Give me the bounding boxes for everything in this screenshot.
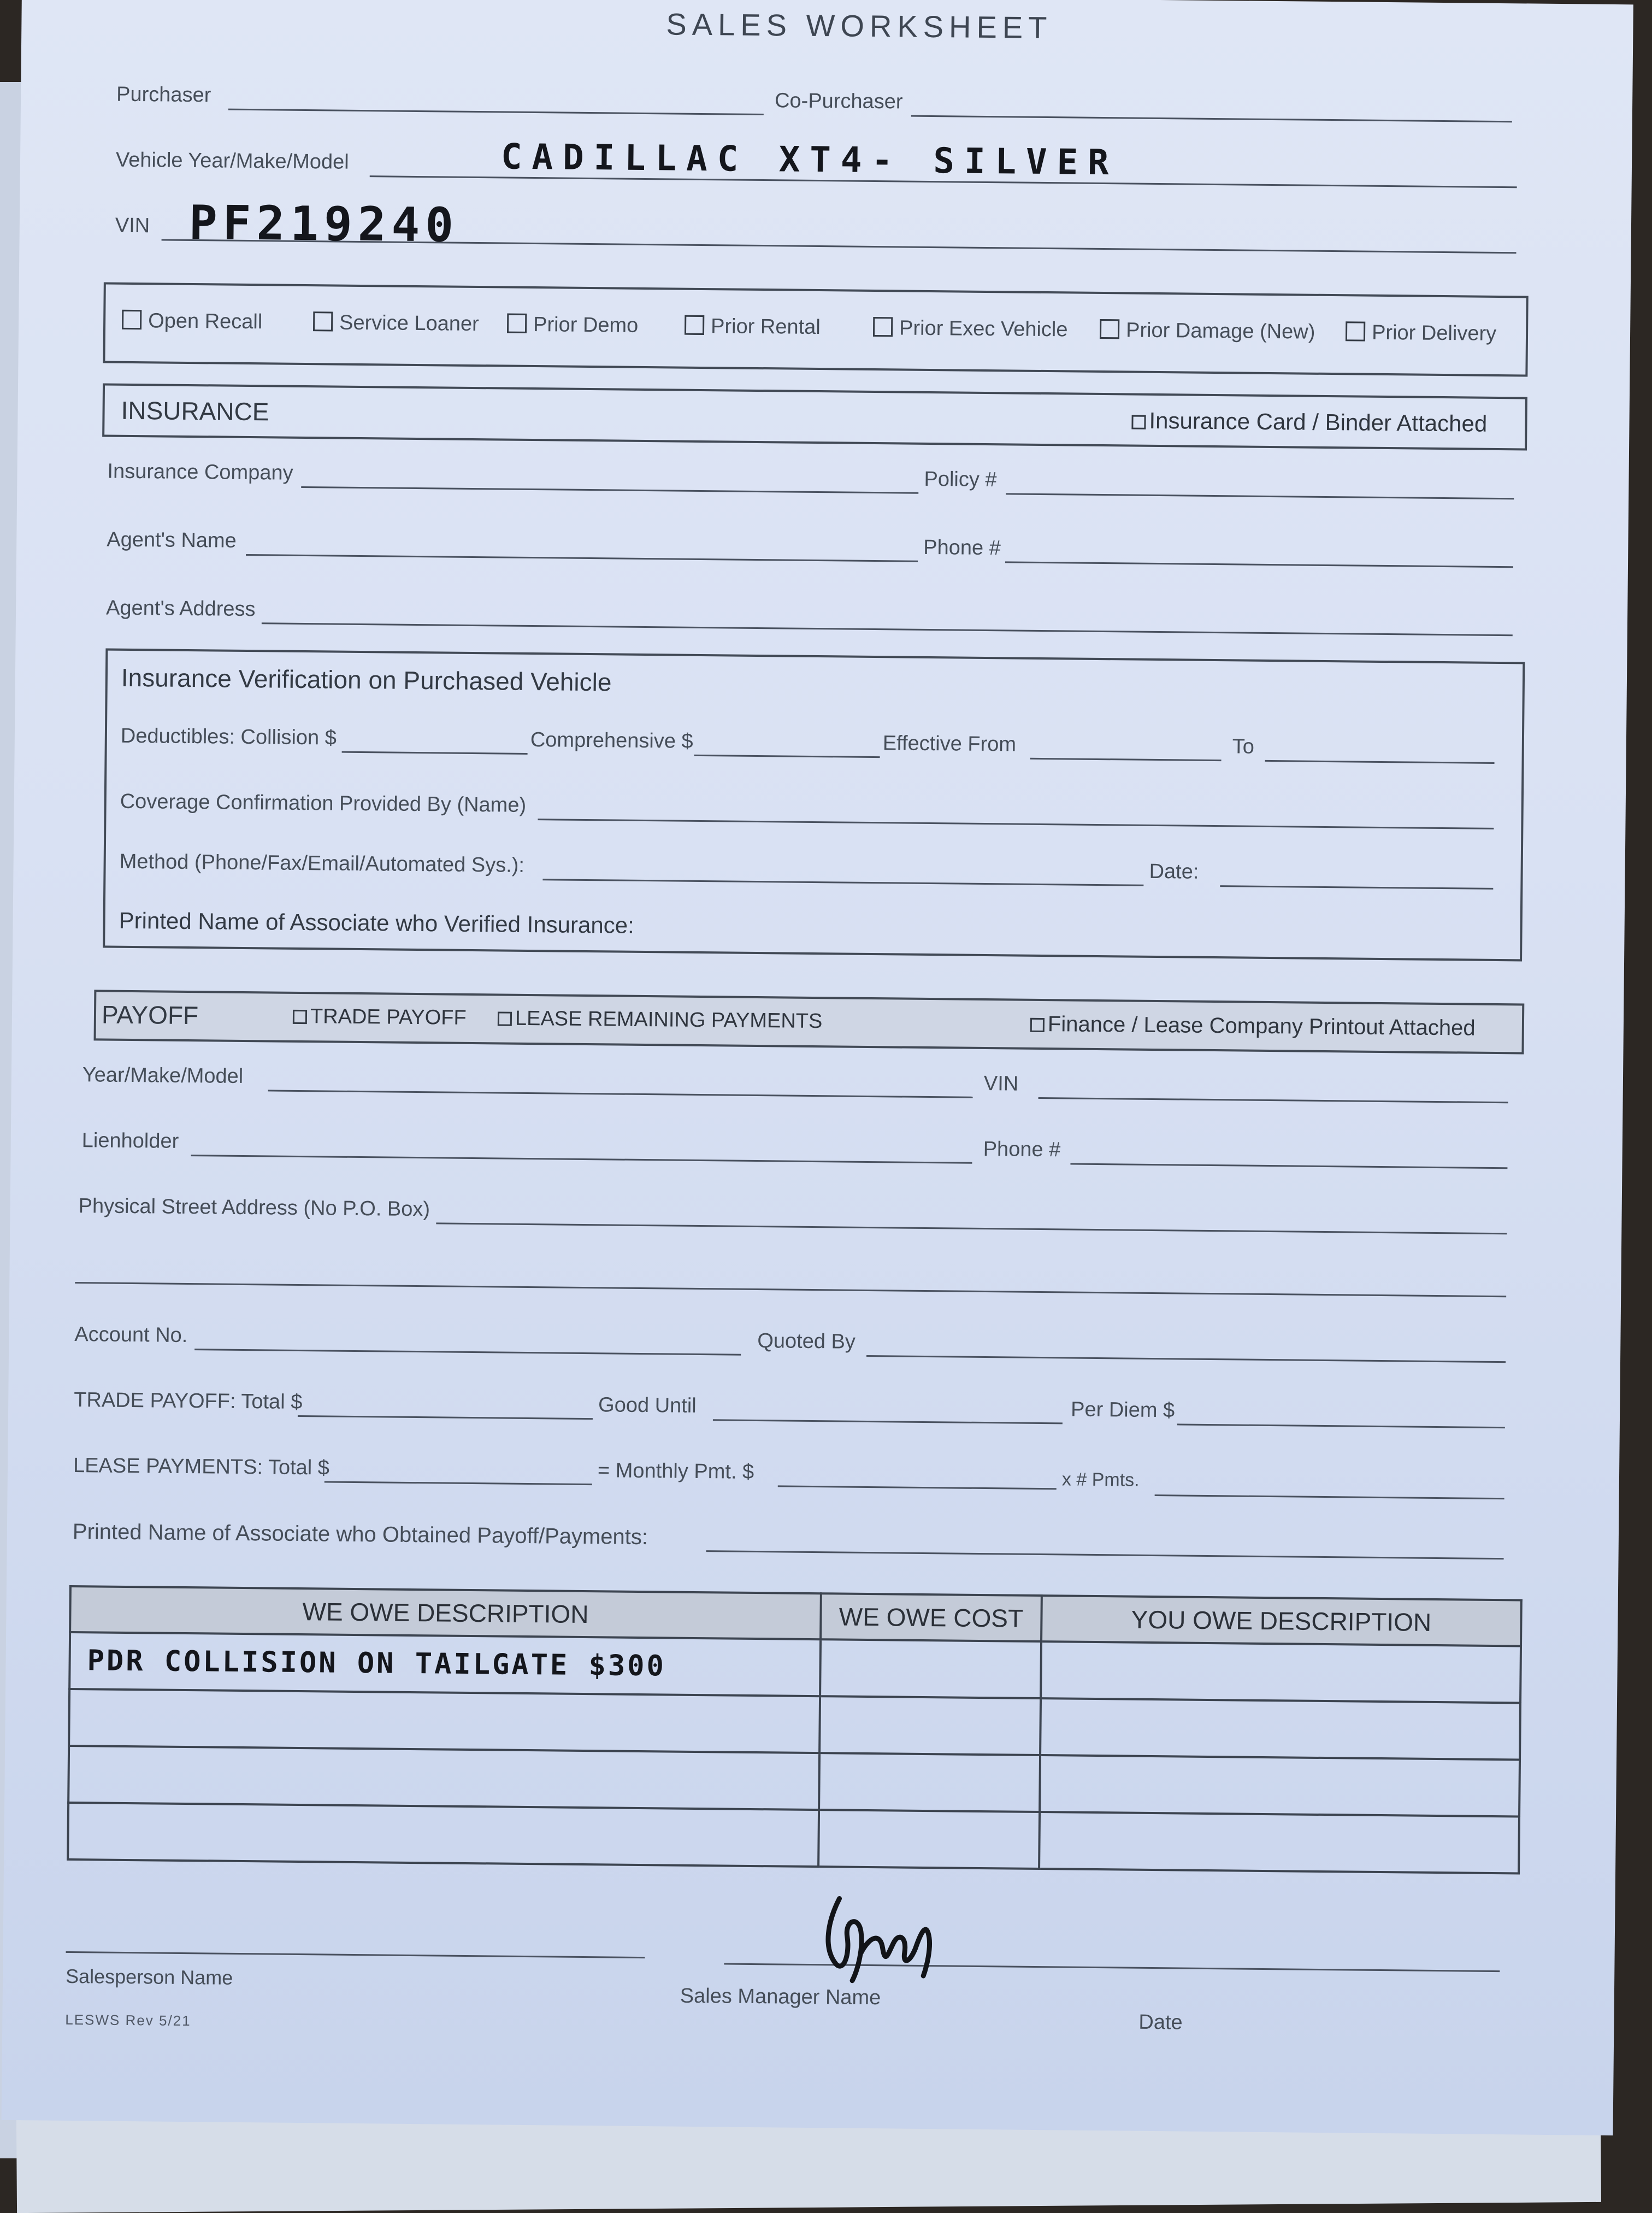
policy-number-label: Policy # [924, 467, 997, 492]
checkbox-square-icon [873, 317, 893, 337]
monthly-payment-label: = Monthly Pmt. $ [597, 1459, 754, 1484]
deductibles-collision-label: Deductibles: Collision $ [120, 724, 337, 750]
we-owe-description-cell[interactable] [69, 1689, 820, 1753]
effective-to-label: To [1232, 735, 1255, 758]
we-owe-description-header: WE OWE DESCRIPTION [70, 1586, 821, 1639]
number-of-payments-field[interactable] [1155, 1494, 1504, 1499]
vehicle-label: Vehicle Year/Make/Model [115, 148, 349, 174]
vehicle-handwritten-value: CADILLAC XT4- SILVER [500, 137, 1119, 184]
verification-date-field[interactable] [1220, 885, 1493, 890]
payoff-vin-field[interactable] [1039, 1097, 1508, 1103]
trade-payoff-total-label: TRADE PAYOFF: Total $ [74, 1388, 303, 1414]
trade-payoff-checkbox[interactable] [293, 1005, 467, 1030]
checkbox-prior-damage-new[interactable] [1100, 319, 1315, 344]
printout-attached-checkbox[interactable] [1030, 1012, 1476, 1041]
manager-signature-drawing [806, 1887, 971, 1998]
lienholder-phone-label: Phone # [983, 1137, 1061, 1162]
agent-phone-field[interactable] [1005, 561, 1513, 568]
quoted-by-field[interactable] [866, 1355, 1506, 1363]
lienholder-label: Lienholder [81, 1129, 179, 1153]
checkbox-label: Prior Rental [710, 315, 821, 339]
verification-date-label: Date: [1149, 860, 1199, 884]
lienholder-address-field[interactable] [436, 1222, 1507, 1234]
purchaser-field[interactable] [228, 109, 764, 115]
you-owe-description-header: YOU OWE DESCRIPTION [1041, 1596, 1521, 1646]
checkbox-label: TRADE PAYOFF [310, 1005, 467, 1029]
lease-payments-total-label: LEASE PAYMENTS: Total $ [73, 1454, 330, 1480]
policy-number-field[interactable] [1006, 493, 1514, 499]
checkbox-label: Prior Damage (New) [1125, 319, 1315, 344]
checkbox-square-icon [1346, 321, 1365, 341]
lease-payments-total-field[interactable] [324, 1481, 592, 1485]
you-owe-description-cell[interactable] [1039, 1812, 1519, 1873]
payoff-header: PAYOFF [101, 1000, 199, 1030]
co-purchaser-field[interactable] [911, 115, 1512, 123]
checkbox-square-icon [293, 1010, 307, 1024]
we-owe-description-cell[interactable] [68, 1746, 819, 1810]
comprehensive-deductible-field[interactable] [694, 755, 880, 758]
payoff-obtained-by-label: Printed Name of Associate who Obtained Payoff/Payments: [72, 1520, 648, 1550]
insurance-card-attached-checkbox[interactable] [1131, 408, 1487, 437]
agent-name-label: Agent's Name [107, 528, 237, 552]
payoff-header-box [94, 990, 1525, 1054]
collision-deductible-field[interactable] [342, 751, 528, 755]
agent-phone-label: Phone # [923, 535, 1001, 560]
account-number-field[interactable] [194, 1349, 741, 1356]
method-label: Method (Phone/Fax/Email/Automated Sys.): [119, 850, 525, 877]
lienholder-address-label: Physical Street Address (No P.O. Box) [78, 1194, 430, 1221]
checkbox-square-icon [122, 310, 141, 329]
form-title: SALES WORKSHEET [666, 7, 1053, 45]
comprehensive-label: Comprehensive $ [530, 728, 693, 753]
checkbox-service-loaner[interactable] [313, 311, 479, 336]
we-owe-cost-cell[interactable] [819, 1753, 1040, 1812]
vin-label: VIN [115, 214, 150, 238]
checkbox-square-icon [1100, 319, 1119, 339]
checkbox-label: Open Recall [148, 309, 263, 334]
checkbox-label: Prior Delivery [1371, 321, 1497, 345]
coverage-confirmation-label: Coverage Confirmation Provided By (Name) [120, 790, 527, 817]
payoff-ymm-label: Year/Make/Model [82, 1063, 244, 1088]
checkbox-label: Finance / Lease Company Printout Attached [1047, 1012, 1476, 1040]
checkbox-label: LEASE REMAINING PAYMENTS [515, 1007, 823, 1033]
checkbox-label: Prior Exec Vehicle [899, 316, 1068, 342]
good-until-field[interactable] [713, 1419, 1063, 1424]
vin-handwritten-value: PF219240 [188, 195, 459, 253]
we-owe-description-cell[interactable]: PDR COLLISION ON TAILGATE $300 [69, 1632, 821, 1696]
agent-address-field[interactable] [262, 622, 1513, 636]
you-owe-description-cell[interactable] [1040, 1698, 1520, 1759]
verification-title: Insurance Verification on Purchased Vehicle [121, 663, 612, 697]
we-owe-description-cell[interactable] [68, 1803, 819, 1867]
payoff-vin-label: VIN [983, 1072, 1019, 1096]
sales-worksheet-page [2, 0, 1633, 2135]
checkbox-prior-demo[interactable] [507, 313, 639, 338]
you-owe-description-cell[interactable] [1040, 1755, 1520, 1816]
form-revision: LESWS Rev 5/21 [65, 2011, 191, 2029]
checkbox-label: Service Loaner [339, 311, 479, 336]
checkbox-prior-delivery[interactable] [1346, 321, 1496, 346]
monthly-payment-field[interactable] [778, 1485, 1057, 1490]
salesperson-signature-line[interactable] [66, 1951, 645, 1958]
agent-address-label: Agent's Address [105, 596, 256, 621]
we-owe-cost-header: WE OWE COST [821, 1593, 1042, 1641]
checkbox-open-recall[interactable] [122, 309, 263, 334]
effective-to-field[interactable] [1265, 760, 1495, 764]
checkbox-prior-rental[interactable] [685, 315, 821, 339]
checkbox-square-icon [498, 1011, 512, 1026]
checkbox-label: Insurance Card / Binder Attached [1149, 407, 1488, 437]
payoff-ymm-field[interactable] [268, 1090, 973, 1098]
verified-by-label: Printed Name of Associate who Verified Insurance: [119, 907, 635, 938]
checkbox-label: Prior Demo [533, 313, 639, 337]
insurance-verification-box [103, 649, 1525, 962]
per-diem-label: Per Diem $ [1070, 1398, 1175, 1422]
you-owe-description-cell[interactable] [1041, 1641, 1521, 1703]
method-field[interactable] [542, 879, 1143, 886]
insurance-company-label: Insurance Company [107, 460, 293, 485]
lienholder-address-field-line2[interactable] [75, 1282, 1506, 1297]
sales-manager-name-label: Sales Manager Name [680, 1984, 881, 2010]
vehicle-status-checkbox-box [103, 282, 1528, 376]
payoff-obtained-by-field[interactable] [706, 1550, 1504, 1559]
effective-from-label: Effective From [882, 732, 1017, 756]
lease-remaining-checkbox[interactable] [498, 1007, 823, 1033]
number-of-payments-label: x # Pmts. [1061, 1469, 1140, 1491]
effective-from-field[interactable] [1030, 758, 1222, 761]
per-diem-field[interactable] [1177, 1423, 1505, 1428]
we-owe-cost-cell[interactable] [818, 1810, 1040, 1869]
date-label: Date [1138, 2010, 1183, 2034]
trade-payoff-total-field[interactable] [298, 1415, 593, 1420]
purchaser-label: Purchaser [116, 83, 211, 107]
coverage-confirmation-field[interactable] [538, 819, 1494, 829]
lienholder-field[interactable] [191, 1155, 972, 1164]
insurance-header-box [102, 383, 1527, 450]
checkbox-square-icon [1030, 1018, 1045, 1032]
checkbox-square-icon [313, 311, 333, 331]
account-number-label: Account No. [74, 1323, 188, 1347]
checkbox-prior-exec-vehicle[interactable] [873, 316, 1068, 342]
salesperson-name-label: Salesperson Name [65, 1964, 233, 1989]
we-owe-cost-cell[interactable] [820, 1639, 1041, 1698]
checkbox-square-icon [685, 315, 704, 335]
good-until-label: Good Until [598, 1393, 697, 1417]
lienholder-phone-field[interactable] [1070, 1163, 1507, 1169]
we-owe-cost-cell[interactable] [819, 1696, 1041, 1755]
quoted-by-label: Quoted By [757, 1329, 856, 1353]
insurance-header: INSURANCE [121, 396, 269, 426]
checkbox-square-icon [1131, 415, 1146, 429]
we-owe-table [67, 1585, 1523, 1875]
insurance-company-field[interactable] [301, 486, 918, 494]
agent-name-field[interactable] [246, 554, 918, 562]
co-purchaser-label: Co-Purchaser [774, 89, 903, 114]
checkbox-square-icon [507, 314, 527, 333]
